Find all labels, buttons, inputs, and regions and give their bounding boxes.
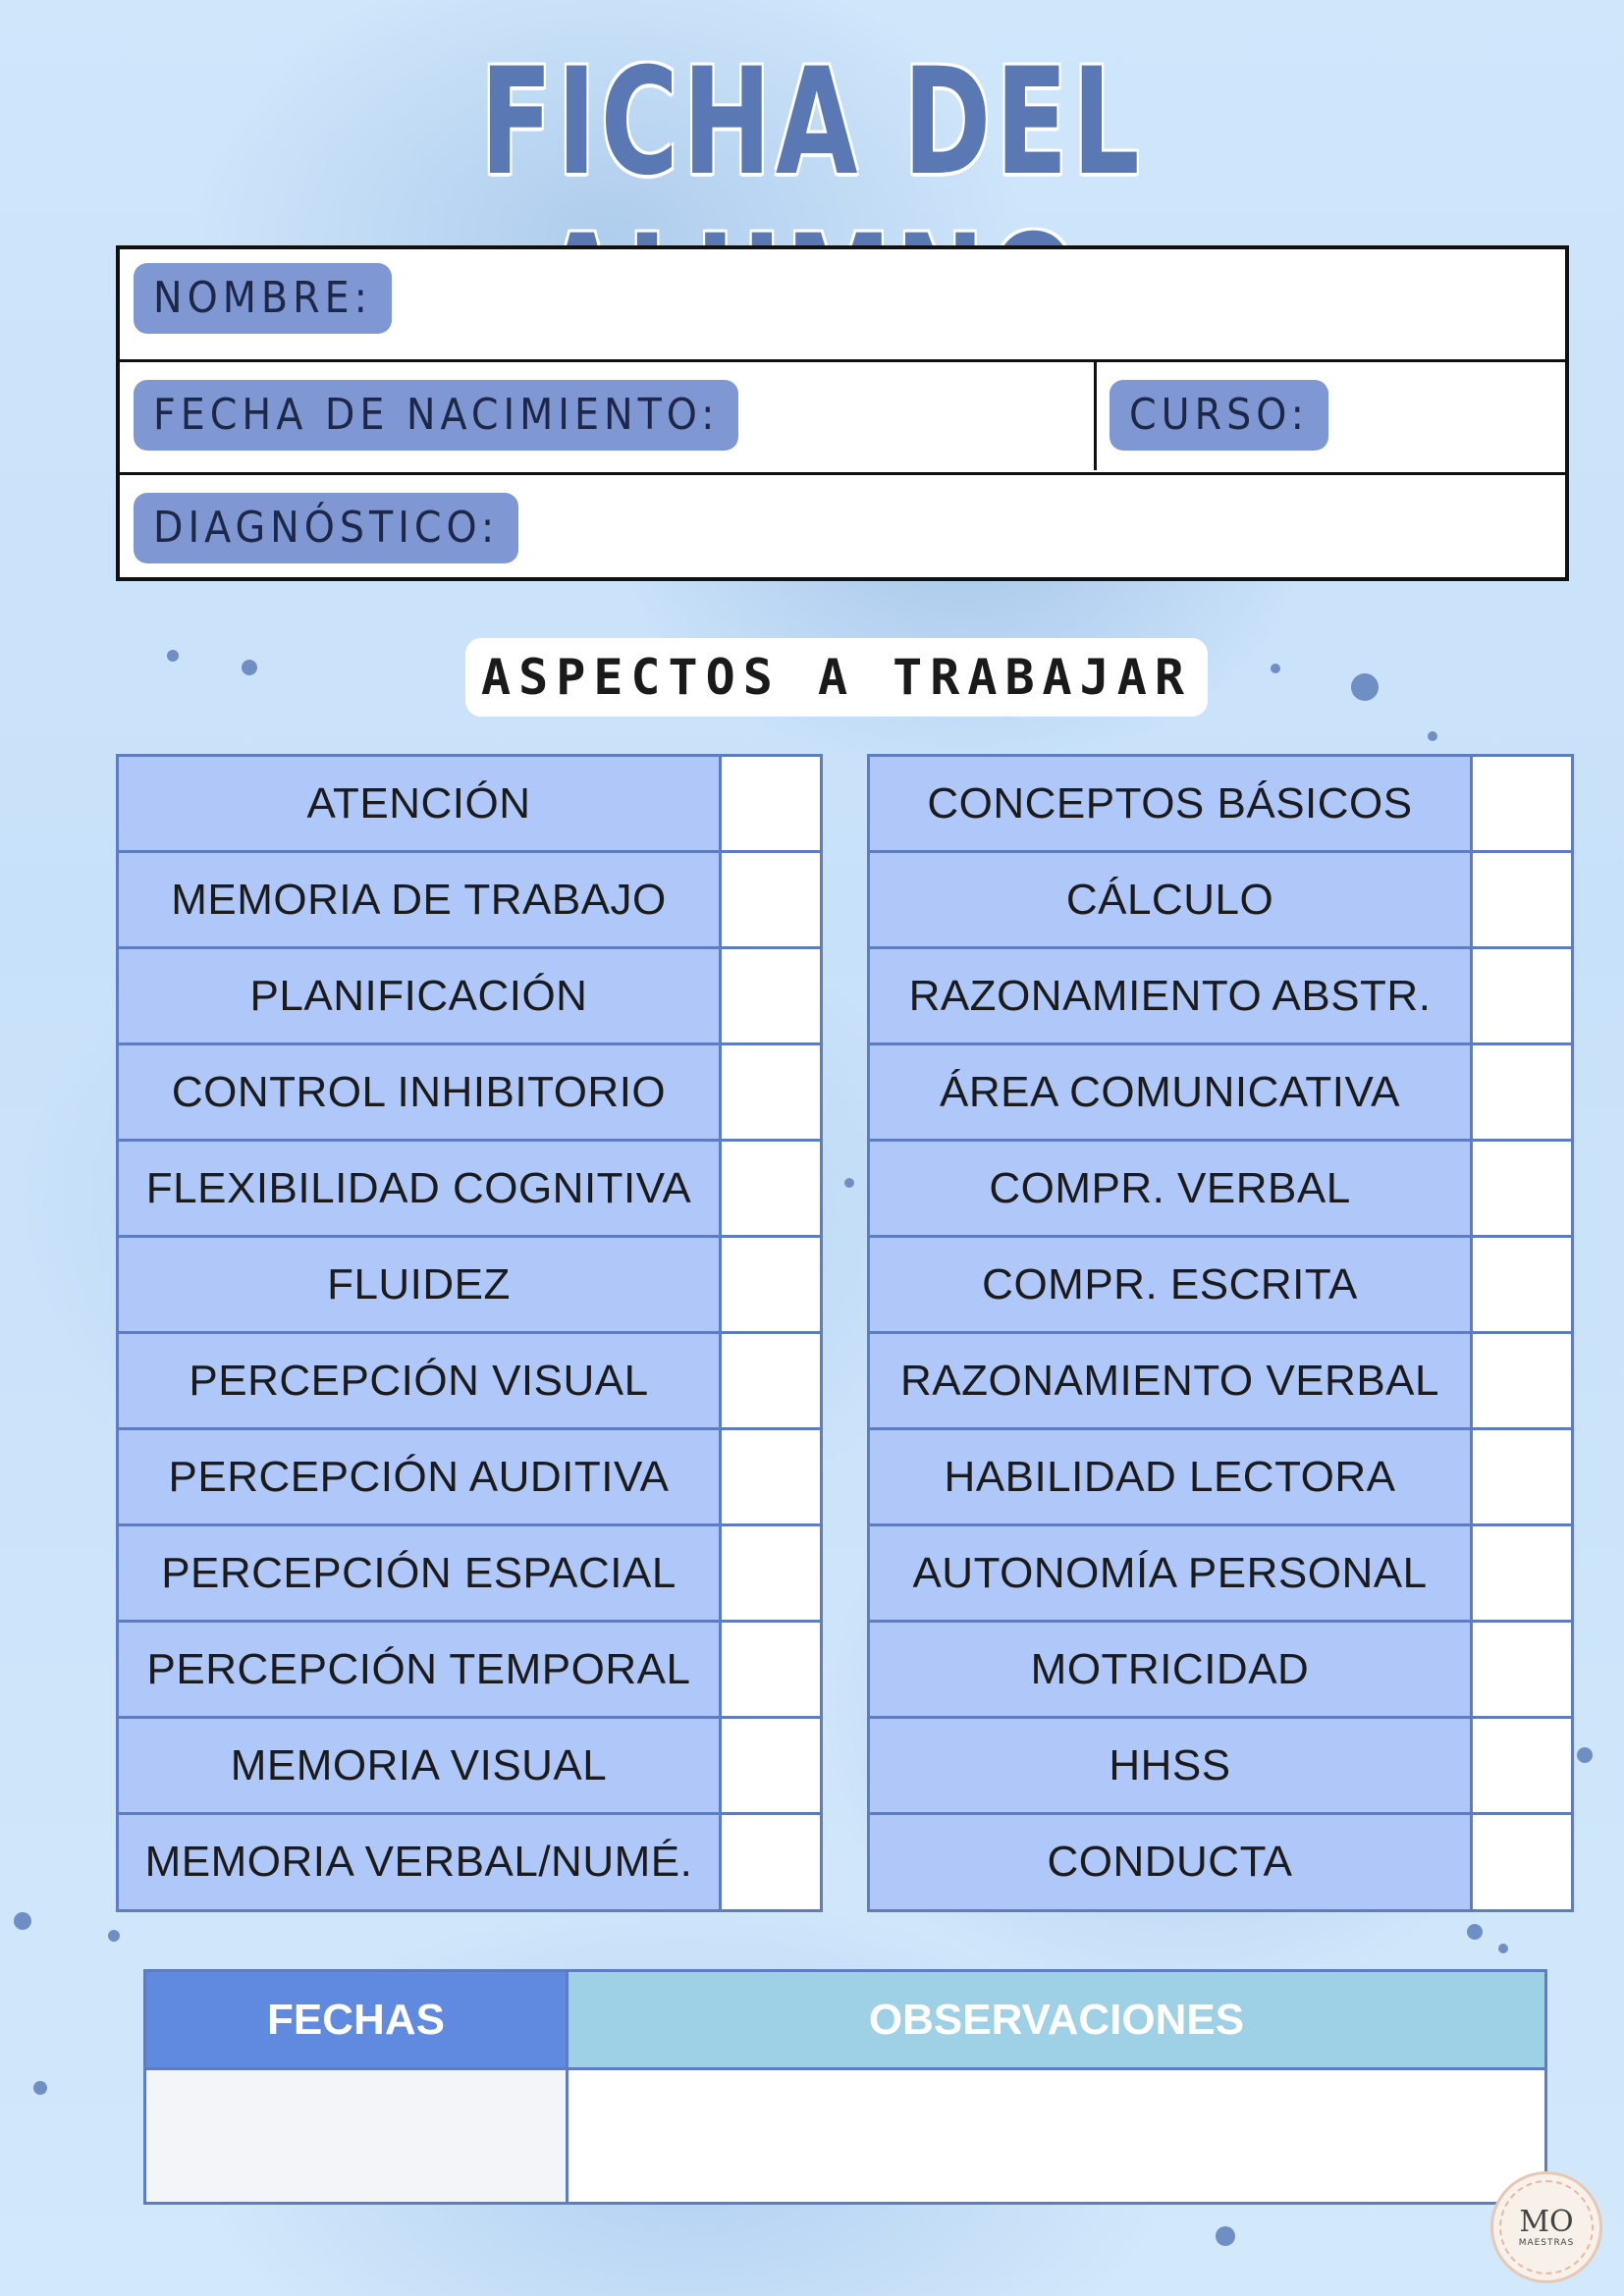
aspect-checkbox[interactable] [1473,1815,1571,1909]
aspect-label: HABILIDAD LECTORA [870,1430,1473,1523]
paint-dot [1351,673,1379,701]
aspect-label: PERCEPCIÓN AUDITIVA [119,1430,722,1523]
aspect-label: MEMORIA DE TRABAJO [119,853,722,946]
aspect-label: CONCEPTOS BÁSICOS [870,757,1473,850]
paint-dot [844,1178,854,1188]
paint-dot [108,1930,120,1942]
diagnostico-label: DIAGNÓSTICO: [134,493,518,563]
aspect-label: FLEXIBILIDAD COGNITIVA [119,1142,722,1235]
logo-text: MAESTRAS [1518,2238,1575,2248]
paint-dot [167,650,179,662]
observaciones-cell[interactable] [568,2070,1544,2202]
aspects-left-column [116,754,823,1912]
diagnostico-row[interactable] [120,475,1565,577]
aspect-row [119,1815,820,1909]
aspect-row [870,1045,1571,1142]
observations-table [143,1969,1547,2205]
aspect-label: CÁLCULO [870,853,1473,946]
aspect-label: CONDUCTA [870,1815,1473,1909]
aspect-label: MEMORIA VERBAL/NUMÉ. [119,1815,722,1909]
aspect-row [119,1142,820,1238]
aspect-checkbox[interactable] [722,757,820,850]
aspect-row [119,1526,820,1623]
aspect-checkbox[interactable] [1473,853,1571,946]
fechas-header: FECHAS [146,1972,568,2067]
nombre-row[interactable] [120,249,1565,362]
aspect-label: PLANIFICACIÓN [119,949,722,1042]
aspect-checkbox[interactable] [1473,1045,1571,1139]
aspect-checkbox[interactable] [722,1142,820,1235]
aspect-row [870,1334,1571,1430]
aspect-row [870,1719,1571,1815]
aspect-checkbox[interactable] [722,1815,820,1909]
aspect-label: MEMORIA VISUAL [119,1719,722,1812]
observaciones-header: OBSERVACIONES [568,1972,1544,2067]
aspect-row [870,1142,1571,1238]
aspect-row [870,1815,1571,1909]
aspect-row [119,1045,820,1142]
aspect-label: PERCEPCIÓN TEMPORAL [119,1623,722,1716]
aspect-checkbox[interactable] [1473,1142,1571,1235]
paint-dot [1498,1944,1508,1953]
aspect-checkbox[interactable] [722,1719,820,1812]
aspect-checkbox[interactable] [1473,1334,1571,1427]
aspect-checkbox[interactable] [722,1526,820,1620]
aspect-row [119,1430,820,1526]
aspect-label: RAZONAMIENTO ABSTR. [870,949,1473,1042]
fecha-curso-row[interactable] [120,362,1565,475]
aspect-checkbox[interactable] [1473,1623,1571,1716]
aspect-row [870,757,1571,853]
logo-mark: MO [1519,2205,1574,2239]
aspect-checkbox[interactable] [1473,1238,1571,1331]
aspect-label: MOTRICIDAD [870,1623,1473,1716]
student-info-box [116,245,1569,581]
aspect-row [119,1334,820,1430]
paint-dot [33,2081,47,2095]
aspect-label: FLUIDEZ [119,1238,722,1331]
paint-dot [1577,1747,1593,1763]
aspect-checkbox[interactable] [1473,1526,1571,1620]
aspect-label: AUTONOMÍA PERSONAL [870,1526,1473,1620]
paint-dot [1216,2226,1235,2246]
aspect-row [870,949,1571,1045]
aspect-row [119,1238,820,1334]
aspect-checkbox[interactable] [722,949,820,1042]
aspect-checkbox[interactable] [722,1334,820,1427]
nombre-label: NOMBRE: [134,263,392,334]
aspect-checkbox[interactable] [722,1238,820,1331]
aspect-label: PERCEPCIÓN VISUAL [119,1334,722,1427]
logo-badge [1499,2180,1594,2274]
aspect-row [119,853,820,949]
aspects-right-column [867,754,1574,1912]
aspect-row [870,853,1571,949]
maestras-logo [1490,2171,1602,2283]
aspect-row [870,1526,1571,1623]
aspect-row [870,1623,1571,1719]
fecha-nacimiento-label: FECHA DE NACIMIENTO: [134,380,738,451]
aspect-row [870,1430,1571,1526]
aspect-checkbox[interactable] [722,1045,820,1139]
curso-divider [1094,359,1097,470]
aspect-row [119,1719,820,1815]
aspect-label: ÁREA COMUNICATIVA [870,1045,1473,1139]
fechas-cell[interactable] [146,2070,568,2202]
aspect-label: ATENCIÓN [119,757,722,850]
aspect-label: PERCEPCIÓN ESPACIAL [119,1526,722,1620]
paint-dot [1428,731,1437,741]
paint-dot [1271,664,1280,673]
observations-header-row [146,1972,1544,2070]
curso-label: CURSO: [1110,380,1328,451]
aspect-row [119,757,820,853]
aspect-label: HHSS [870,1719,1473,1812]
aspect-row [119,1623,820,1719]
aspect-checkbox[interactable] [1473,1719,1571,1812]
page-title: FICHA DEL [480,37,1144,208]
aspect-label: RAZONAMIENTO VERBAL [870,1334,1473,1427]
aspect-checkbox[interactable] [1473,1430,1571,1523]
aspect-label: CONTROL INHIBITORIO [119,1045,722,1139]
aspect-checkbox[interactable] [722,1623,820,1716]
aspects-title: ASPECTOS A TRABAJAR [465,638,1208,717]
aspect-checkbox[interactable] [722,853,820,946]
paint-dot [14,1912,31,1930]
aspect-label: COMPR. ESCRITA [870,1238,1473,1331]
paint-dot [242,660,257,675]
aspect-row [119,949,820,1045]
aspect-row [870,1238,1571,1334]
aspect-label: COMPR. VERBAL [870,1142,1473,1235]
aspect-checkbox[interactable] [722,1430,820,1523]
paint-dot [1467,1924,1483,1940]
aspect-checkbox[interactable] [1473,757,1571,850]
aspect-checkbox[interactable] [1473,949,1571,1042]
observations-body-row [146,2070,1544,2202]
